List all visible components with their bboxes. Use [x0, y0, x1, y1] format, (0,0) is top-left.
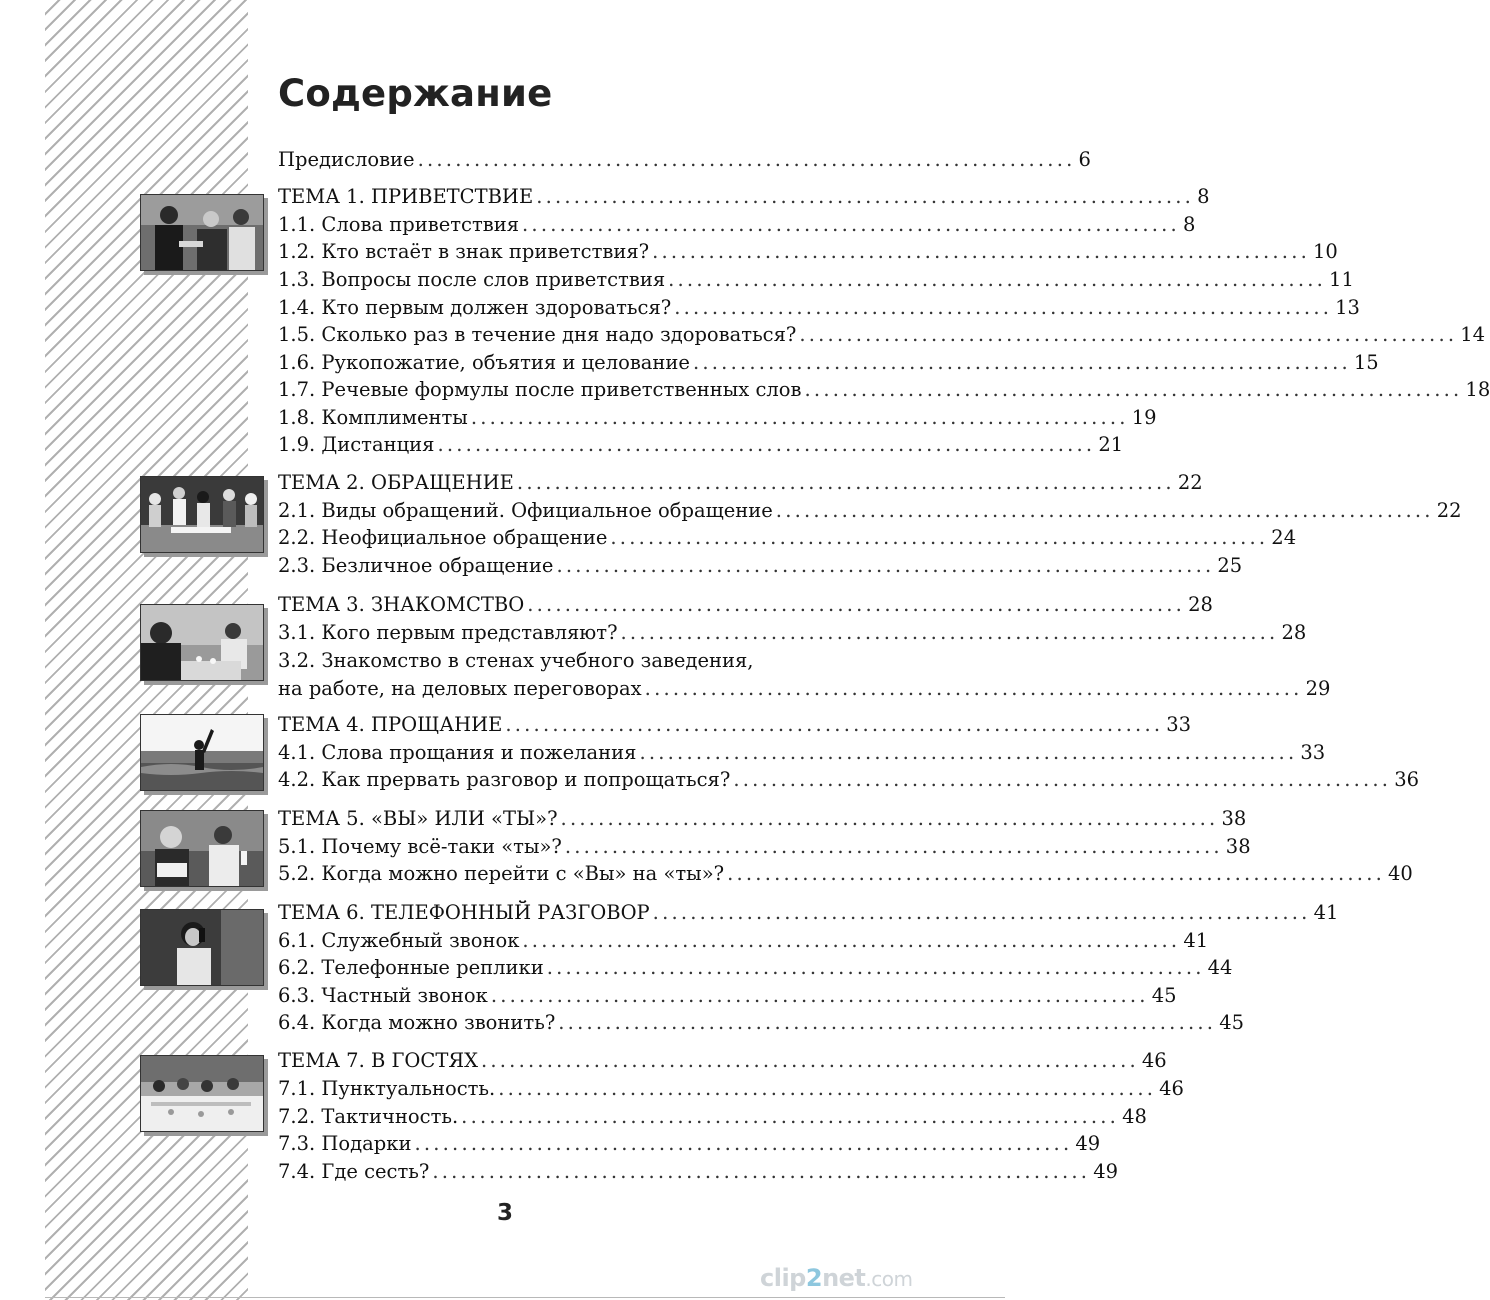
toc-topic-5[interactable]: ТЕМА 5. «ВЫ» ИЛИ «ТЫ»? ...................................................................... 38	[278, 807, 1247, 830]
toc-topic-4[interactable]: ТЕМА 4. ПРОЩАНИЕ ...................................................................... 33	[278, 713, 1192, 736]
topic-3-photo-acquaintance	[140, 604, 264, 681]
toc-entry-7-3[interactable]: 7.3. Подарки ...................................................................... 49	[278, 1132, 1101, 1155]
toc-entry-7-4[interactable]: 7.4. Где сесть? ...................................................................... 49	[278, 1160, 1119, 1183]
toc-entry-1-8[interactable]: 1.8. Комплименты ...................................................................... 19	[278, 406, 1157, 429]
page-number: 3	[496, 1200, 513, 1226]
topic-2-photo-address	[140, 476, 264, 553]
topic-1-photo-greeting	[140, 194, 264, 271]
toc-entry-1-3[interactable]: 1.3. Вопросы после слов приветствия ...................................................................... 11	[278, 268, 1354, 291]
toc-entry-5-2[interactable]: 5.2. Когда можно перейти с «Вы» на «ты»? ...................................................................... 40	[278, 862, 1413, 885]
toc-entry-1-1[interactable]: 1.1. Слова приветствия ...................................................................... 8	[278, 213, 1196, 236]
toc-entry-3-2-line-2[interactable]: на работе, на деловых переговорах ...................................................................... 29	[278, 677, 1331, 700]
toc-entry-4-1[interactable]: 4.1. Слова прощания и пожелания ...................................................................... 33	[278, 741, 1326, 764]
toc-entry-1-2[interactable]: 1.2. Кто встаёт в знак приветствия? ...................................................................... 10	[278, 240, 1338, 263]
toc-entry-4-2[interactable]: 4.2. Как прервать разговор и попрощаться? ...................................................................... 36	[278, 768, 1420, 791]
watermark-logo: clip2net.com	[760, 1264, 913, 1292]
toc-entry-2-1[interactable]: 2.1. Виды обращений. Официальное обращение ...................................................................... 22	[278, 499, 1462, 522]
topic-4-photo-farewell	[140, 714, 264, 791]
toc-entry-1-6[interactable]: 1.6. Рукопожатие, объятия и целование ...................................................................... 15	[278, 351, 1379, 374]
toc-entry-1-5[interactable]: 1.5. Сколько раз в течение дня надо здороваться? ...................................................................... 14	[278, 323, 1486, 346]
toc-entry-preface[interactable]: Предисловие ...................................................................... 6	[278, 148, 1091, 171]
topic-5-photo-you-formal-informal	[140, 810, 264, 887]
toc-entry-7-1[interactable]: 7.1. Пунктуальность. ...................................................................... 46	[278, 1077, 1184, 1100]
toc-entry-6-3[interactable]: 6.3. Частный звонок ...................................................................... 45	[278, 984, 1177, 1007]
toc-entry-2-2[interactable]: 2.2. Неофициальное обращение ...................................................................... 24	[278, 526, 1297, 549]
toc-topic-1[interactable]: ТЕМА 1. ПРИВЕТСТВИЕ ...................................................................... 8	[278, 185, 1210, 208]
toc-topic-7[interactable]: ТЕМА 7. В ГОСТЯХ ...................................................................... 46	[278, 1049, 1167, 1072]
toc-entry-1-7[interactable]: 1.7. Речевые формулы после приветственных слов ...................................................................... 18	[278, 378, 1490, 401]
page-title: Содержание	[278, 72, 553, 115]
toc-topic-2[interactable]: ТЕМА 2. ОБРАЩЕНИЕ ...................................................................... 22	[278, 471, 1203, 494]
toc-entry-1-4[interactable]: 1.4. Кто первым должен здороваться? ...................................................................... 13	[278, 296, 1360, 319]
bottom-rule	[45, 1297, 1005, 1298]
toc-entry-6-2[interactable]: 6.2. Телефонные реплики ...................................................................... 44	[278, 956, 1233, 979]
topic-6-photo-phone-call	[140, 909, 264, 986]
toc-entry-1-9[interactable]: 1.9. Дистанция ...................................................................... 21	[278, 433, 1124, 456]
toc-topic-3[interactable]: ТЕМА 3. ЗНАКОМСТВО ...................................................................... 28	[278, 593, 1213, 616]
toc-entry-3-1[interactable]: 3.1. Кого первым представляют? ...................................................................... 28	[278, 621, 1307, 644]
toc-entry-2-3[interactable]: 2.3. Безличное обращение ...................................................................... 25	[278, 554, 1243, 577]
toc-entry-6-1[interactable]: 6.1. Служебный звонок ...................................................................... 41	[278, 929, 1209, 952]
toc-entry-6-4[interactable]: 6.4. Когда можно звонить? ...................................................................... 45	[278, 1011, 1245, 1034]
toc-entry-5-1[interactable]: 5.1. Почему всё-таки «ты»? ...................................................................... 38	[278, 835, 1251, 858]
topic-7-photo-visiting	[140, 1055, 264, 1132]
toc-entry-3-2-line-1[interactable]: 3.2. Знакомство в стенах учебного заведения,	[278, 649, 754, 672]
toc-entry-7-2[interactable]: 7.2. Тактичность. ...................................................................... 48	[278, 1105, 1147, 1128]
toc-topic-6[interactable]: ТЕМА 6. ТЕЛЕФОННЫЙ РАЗГОВОР ...................................................................... 41	[278, 901, 1339, 924]
